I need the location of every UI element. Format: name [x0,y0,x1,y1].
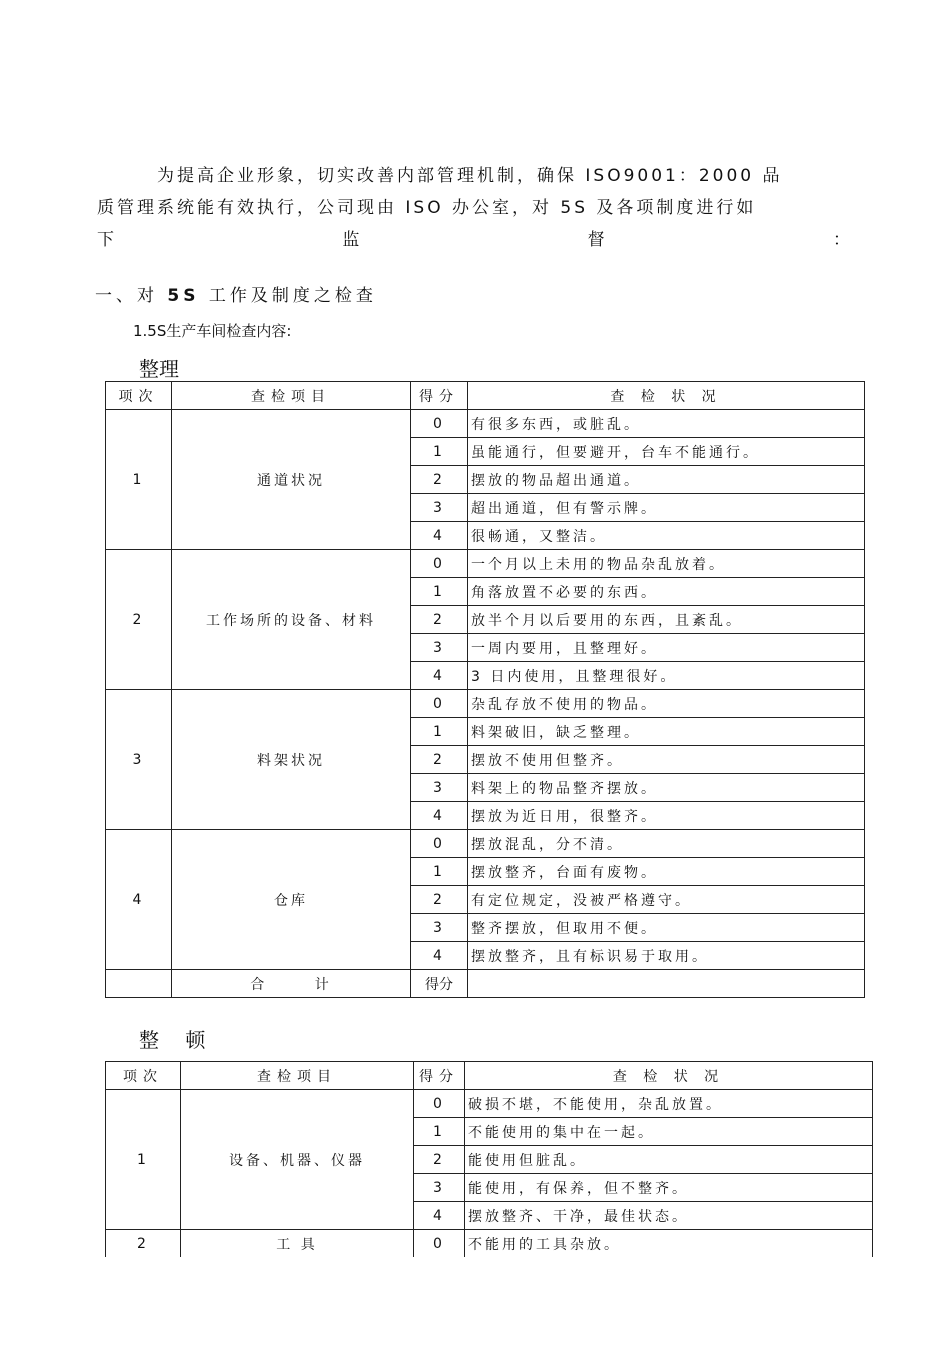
status-description: 一周内要用，且整理好。 [468,634,865,662]
intro-line-3-char: ： [832,230,853,250]
status-description: 虽能通行，但要避开，台车不能通行。 [468,438,865,466]
total-empty-cell [106,970,172,998]
table-row [106,830,865,858]
table-row [106,690,865,718]
inspection-table-seiton [105,1061,873,1257]
status-description: 一个月以上未用的物品杂乱放着。 [468,550,865,578]
table-row [106,550,865,578]
score-cell: 4 [411,942,468,970]
table-header-row [106,382,865,410]
item-number: 3 [106,690,172,830]
header-score: 得分 [414,1062,465,1090]
score-cell: 4 [411,802,468,830]
check-item: 仓库 [172,830,411,970]
total-value-cell [468,970,865,998]
intro-line-3-char: 督 [587,230,608,250]
score-cell: 3 [411,914,468,942]
score-cell: 0 [411,410,468,438]
check-item: 工作场所的设备、材料 [172,550,411,690]
status-description: 有很多东西，或脏乱。 [468,410,865,438]
status-description: 摆放整齐，台面有废物。 [468,858,865,886]
header-no: 项次 [106,382,172,410]
status-description: 摆放整齐、干净，最佳状态。 [465,1202,873,1230]
check-item: 料架状况 [172,690,411,830]
score-cell: 2 [411,886,468,914]
check-item: 设备、机器、仪器 [181,1090,414,1230]
intro-line-2: 质管理系统能有效执行，公司现由 ISO 办公室，对 5S 及各项制度进行如 [97,198,757,218]
status-description: 料架破旧，缺乏整理。 [468,718,865,746]
item-number: 2 [106,1230,181,1258]
status-description: 能使用，有保养，但不整齐。 [465,1174,873,1202]
intro-line-3-char: 下 [97,230,117,250]
total-row [106,970,865,998]
check-item: 工 具 [181,1230,414,1258]
status-description: 超出通道，但有警示牌。 [468,494,865,522]
status-description: 角落放置不必要的东西。 [468,578,865,606]
table-body [106,410,865,970]
score-cell: 0 [414,1230,465,1258]
score-cell: 1 [411,578,468,606]
score-cell: 3 [411,774,468,802]
table-body [106,1090,873,1258]
status-description: 不能使用的集中在一起。 [465,1118,873,1146]
score-cell: 1 [411,718,468,746]
score-cell: 0 [414,1090,465,1118]
table-row [106,410,865,438]
check-item: 通道状况 [172,410,411,550]
status-description: 摆放的物品超出通道。 [468,466,865,494]
section-heading-bold: 5S [167,286,200,306]
item-number: 2 [106,550,172,690]
status-description: 3 日内使用，且整理很好。 [468,662,865,690]
table-header-row [106,1062,873,1090]
total-label: 合 计 [172,970,411,998]
intro-line-3-char: 监 [342,230,363,250]
item-number: 1 [106,410,172,550]
header-item: 查检项目 [172,382,411,410]
item-number: 1 [106,1090,181,1230]
status-description: 摆放整齐，且有标识易于取用。 [468,942,865,970]
score-cell: 4 [411,662,468,690]
score-cell: 1 [414,1118,465,1146]
score-cell: 2 [411,746,468,774]
status-description: 摆放为近日用，很整齐。 [468,802,865,830]
item-number: 4 [106,830,172,970]
section-heading-prefix: 一、对 [95,286,158,306]
table-row [106,1090,873,1118]
score-cell: 0 [411,550,468,578]
score-cell: 3 [411,634,468,662]
table1-title: 整理 [139,357,179,381]
inspection-table-seiri [105,381,865,998]
header-score: 得分 [411,382,468,410]
status-description: 能使用但脏乱。 [465,1146,873,1174]
status-description: 不能用的工具杂放。 [465,1230,873,1258]
score-cell: 0 [411,690,468,718]
score-cell: 3 [411,494,468,522]
total-score-label: 得分 [411,970,468,998]
section-heading-suffix: 工作及制度之检查 [208,286,377,306]
score-cell: 2 [411,466,468,494]
table-row [106,1230,873,1258]
status-description: 整齐摆放，但取用不便。 [468,914,865,942]
score-cell: 4 [414,1202,465,1230]
intro-line-3 [97,224,853,256]
intro-line-1: 为提高企业形象，切实改善内部管理机制，确保 ISO9001：2000 品 [157,166,783,186]
score-cell: 4 [411,522,468,550]
score-cell: 1 [411,858,468,886]
header-no: 项次 [106,1062,181,1090]
status-description: 摆放不使用但整齐。 [468,746,865,774]
subsection-heading: 1.5S生产车间检查内容: [133,322,292,340]
status-description: 放半个月以后要用的东西，且紊乱。 [468,606,865,634]
section-heading [95,281,377,306]
status-description: 摆放混乱，分不清。 [468,830,865,858]
status-description: 料架上的物品整齐摆放。 [468,774,865,802]
status-description: 很畅通，又整洁。 [468,522,865,550]
status-description: 破损不堪，不能使用，杂乱放置。 [465,1090,873,1118]
score-cell: 2 [414,1146,465,1174]
status-description: 有定位规定，没被严格遵守。 [468,886,865,914]
score-cell: 3 [414,1174,465,1202]
header-status: 查 检 状 况 [468,382,865,410]
header-item: 查检项目 [181,1062,414,1090]
score-cell: 0 [411,830,468,858]
score-cell: 2 [411,606,468,634]
table2-title: 整 顿 [139,1028,216,1052]
score-cell: 1 [411,438,468,466]
header-status: 查 检 状 况 [465,1062,873,1090]
status-description: 杂乱存放不使用的物品。 [468,690,865,718]
